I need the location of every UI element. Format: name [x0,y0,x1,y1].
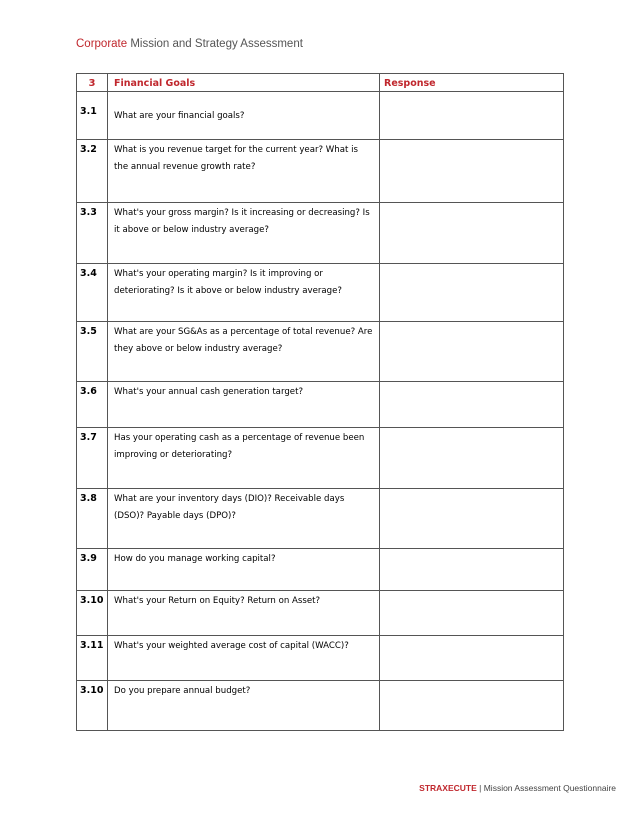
footer-text: Mission Assessment Questionnaire [483,783,616,793]
response-cell[interactable] [380,549,564,591]
question-number: 3.5 [77,322,108,382]
questionnaire-table [76,73,564,731]
table-row [77,549,564,591]
table-row [77,322,564,382]
page-header [76,38,303,50]
question-number: 3.4 [77,264,108,322]
question-text: What are your SG&As as a percentage of total revenue? Are they above or below industry average? [108,322,380,382]
footer-separator: | [476,783,484,793]
table-row [77,681,564,731]
table-row [77,203,564,264]
question-text: What are your financial goals? [108,92,380,140]
response-cell[interactable] [380,322,564,382]
question-text: What's your Return on Equity? Return on Asset? [108,591,380,636]
footer-brand: STRAXECUTE [419,783,477,793]
question-text: What's your annual cash generation target? [108,382,380,428]
response-header: Response [380,74,564,92]
question-number: 3.2 [77,140,108,203]
header-title: Mission and Strategy Assessment [127,38,303,50]
response-cell[interactable] [380,636,564,681]
question-number: 3.10 [77,591,108,636]
question-number: 3.10 [77,681,108,731]
table-row [77,489,564,549]
table-header-row [77,74,564,92]
question-number: 3.3 [77,203,108,264]
table-row [77,591,564,636]
question-text: Do you prepare annual budget? [108,681,380,731]
response-cell[interactable] [380,681,564,731]
response-cell[interactable] [380,92,564,140]
response-cell[interactable] [380,140,564,203]
table-row [77,264,564,322]
table-row [77,636,564,681]
section-title: Financial Goals [108,74,380,92]
response-cell[interactable] [380,203,564,264]
table-row [77,428,564,489]
question-text: What's your operating margin? Is it improving or deteriorating? Is it above or below industry average? [108,264,380,322]
question-number: 3.9 [77,549,108,591]
response-cell[interactable] [380,428,564,489]
question-text: What is you revenue target for the current year? What is the annual revenue growth rate? [108,140,380,203]
question-text: How do you manage working capital? [108,549,380,591]
question-number: 3.6 [77,382,108,428]
question-text: What's your weighted average cost of capital (WACC)? [108,636,380,681]
header-accent: Corporate [76,38,128,50]
page-footer [419,783,616,793]
response-cell[interactable] [380,489,564,549]
response-cell[interactable] [380,382,564,428]
table-row [77,382,564,428]
question-text: Has your operating cash as a percentage of revenue been improving or deteriorating? [108,428,380,489]
table-row [77,140,564,203]
question-text: What are your inventory days (DIO)? Receivable days (DSO)? Payable days (DPO)? [108,489,380,549]
question-number: 3.11 [77,636,108,681]
question-number: 3.7 [77,428,108,489]
response-cell[interactable] [380,591,564,636]
response-cell[interactable] [380,264,564,322]
table-row [77,92,564,140]
question-number: 3.1 [77,92,108,140]
section-number: 3 [77,74,108,92]
question-text: What's your gross margin? Is it increasing or decreasing? Is it above or below industry average? [108,203,380,264]
question-number: 3.8 [77,489,108,549]
